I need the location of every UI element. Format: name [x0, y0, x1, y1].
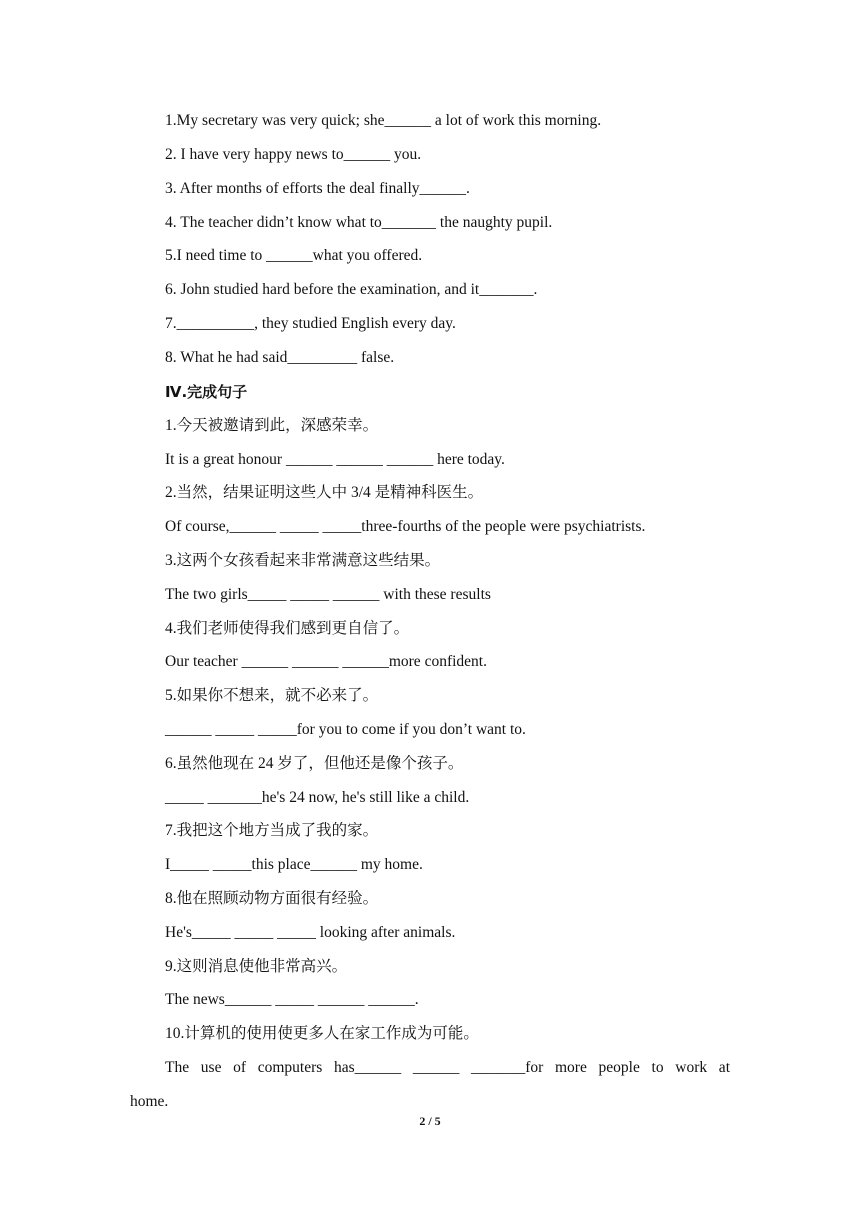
sentence-prompt-zh: 6.虽然他现在 24 岁了，但他还是像个孩子。 — [165, 755, 464, 772]
exercise-item-2: 2. I have very happy news to______ you. — [165, 146, 422, 163]
sentence-prompt-zh: 3.这两个女孩看起来非常满意这些结果。 — [165, 552, 441, 569]
sentence-answer-en: It is a great honour ______ ______ ______ here today. — [165, 451, 505, 468]
sentence-answer-en-continuation: home. — [130, 1093, 169, 1110]
sentence-answer-en: Our teacher ______ ______ ______more confident. — [165, 653, 487, 670]
exercise-item-3: 3. After months of efforts the deal finally______. — [165, 180, 470, 197]
sentence-prompt-zh: 5.如果你不想来，就不必来了。 — [165, 687, 379, 704]
section-heading: Ⅳ.完成句子 — [165, 383, 248, 401]
exercise-item-7: 7.__________, they studied English every day. — [165, 315, 456, 332]
exercise-item-8: 8. What he had said_________ false. — [165, 349, 395, 366]
sentence-prompt-zh: 10.计算机的使用使更多人在家工作成为可能。 — [165, 1025, 479, 1042]
sentence-prompt-zh: 4.我们老师使得我们感到更自信了。 — [165, 620, 410, 637]
sentence-answer-en: Of course,______ _____ _____three-fourths of the people were psychiatrists. — [165, 518, 646, 535]
sentence-answer-en: I_____ _____this place______ my home. — [165, 856, 423, 873]
sentence-answer-en: The two girls_____ _____ ______ with these results — [165, 586, 491, 603]
exercise-item-6: 6. John studied hard before the examination, and it_______. — [165, 281, 538, 298]
sentence-prompt-zh: 7.我把这个地方当成了我的家。 — [165, 822, 379, 839]
sentence-answer-en: The news______ _____ ______ ______. — [165, 991, 419, 1008]
sentence-prompt-zh: 1.今天被邀请到此，深感荣幸。 — [165, 417, 379, 434]
sentence-answer-en: The use of computers has______ ______ _______for more people to work at — [165, 1059, 730, 1076]
exercise-item-1: 1.My secretary was very quick; she______ a lot of work this morning. — [165, 112, 602, 129]
sentence-prompt-zh: 8.他在照顾动物方面很有经验。 — [165, 890, 379, 907]
exercise-item-4: 4. The teacher didn’t know what to_______ the naughty pupil. — [165, 214, 553, 231]
exercise-item-5: 5.I need time to ______what you offered. — [165, 247, 423, 264]
page-number: 2 / 5 — [419, 1114, 441, 1128]
sentence-prompt-zh: 9.这则消息使他非常高兴。 — [165, 958, 348, 975]
sentence-answer-en: ______ _____ _____for you to come if you don’t want to. — [165, 721, 526, 738]
sentence-prompt-zh: 2.当然，结果证明这些人中 3/4 是精神科医生。 — [165, 484, 484, 501]
sentence-answer-en: _____ _______he's 24 now, he's still like a child. — [165, 789, 470, 806]
sentence-answer-en: He's_____ _____ _____ looking after animals. — [165, 924, 456, 941]
